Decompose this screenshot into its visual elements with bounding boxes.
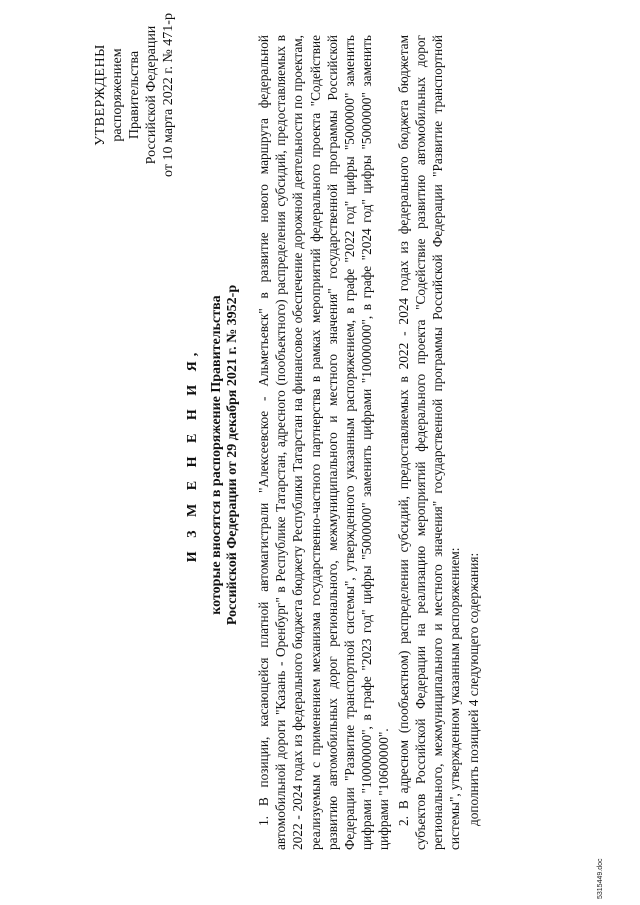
document-title bbox=[185, 135, 241, 775]
document-body bbox=[255, 35, 485, 850]
title-line-2: Российской Федерации от 29 декабря 2021 г. № 3952-р bbox=[225, 284, 240, 626]
approval-heading: УТВЕРЖДЕНЫ bbox=[93, 44, 108, 146]
document-id: 5315449.doc bbox=[597, 858, 604, 899]
title-main: И З М Е Н Е Н И Я, bbox=[185, 347, 200, 563]
paragraph-1: 1. В позиции, касающейся платной автомагистрали "Алексеевское - Альметьевск" в развитие нового маршрута федеральной автомобильной дороги "Казань - Оренбург" в Республике Татарстан, адресного (пообъектного) распределения субсидий, предоставляемых в 2022 - 2024 годах из федерального бюджета бюджету Республики Татарстан на финансовое обеспечение дорожной деятельности по проектам, реализуемым с применением механизма государственно-частного партнерства в рамках мероприятий федерального проекта "Содействие развитию автомобильных дорог регионального, межмуниципального и местного значения" государственной программы Российской Федерации "Развитие транспортной системы", утвержденного указанным распоряжением, в графе "2022 год" цифры "5000000" заменить цифрами "10000000", в графе "2023 год" цифры "5000000" заменить цифрами "10000000", в графе "2024 год" цифры "5000000" заменить цифрами "10600000". bbox=[256, 35, 392, 850]
paragraph-3: дополнить позицией 4 следующего содержания: bbox=[466, 552, 482, 826]
approval-line-3: от 10 марта 2022 г. № 471-р bbox=[161, 13, 176, 177]
approval-line-2: Российской Федерации bbox=[144, 25, 159, 165]
title-line-1: которые вносятся в распоряжение Правительства bbox=[209, 295, 224, 615]
approval-line-1: распоряжением Правительства bbox=[110, 48, 142, 142]
approval-stamp bbox=[92, 10, 177, 180]
paragraph-2: 2. В адресном (пообъектном) распределении субсидий, предоставляемых в 2022 - 2024 годах из федерального бюджета бюджетам субъектов Российской Федерации на реализацию мероприятий федерального проекта "Содействие развитию автомобильных дорог регионального, межмуниципального и местного значения" государственной программы Российской Федерации "Развитие транспортной системы", утвержденном указанным распоряжением: bbox=[395, 35, 463, 850]
